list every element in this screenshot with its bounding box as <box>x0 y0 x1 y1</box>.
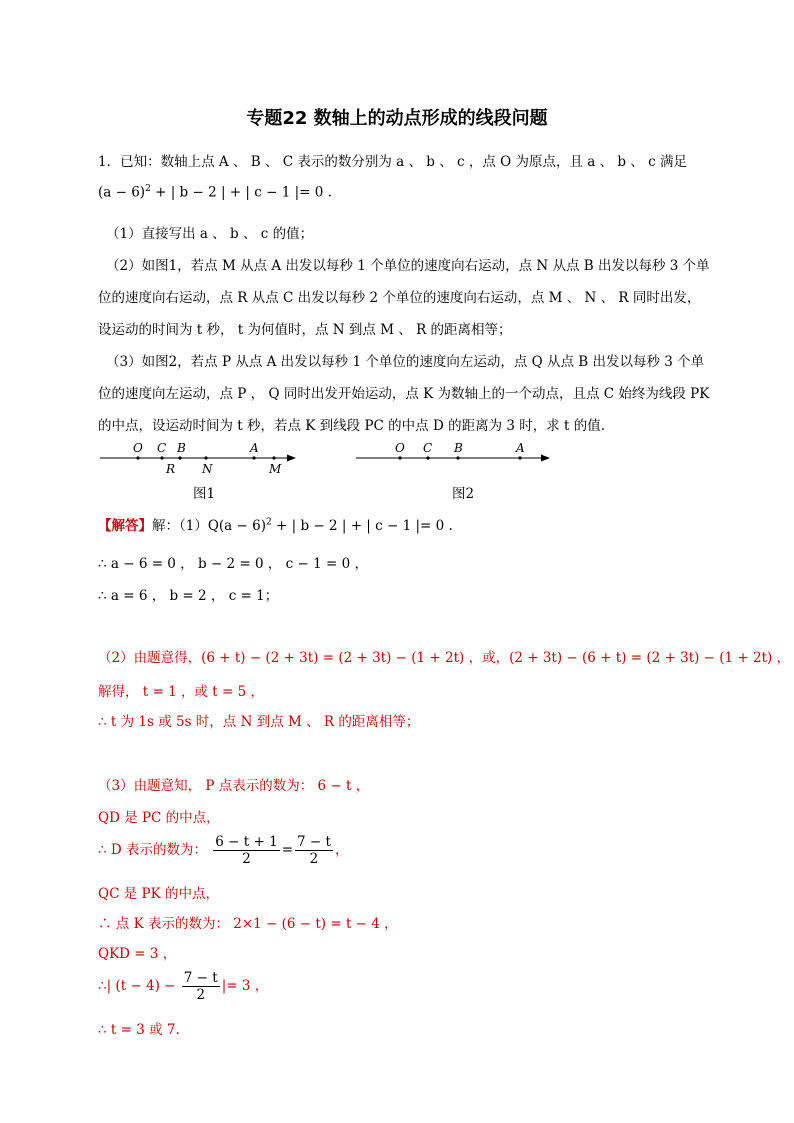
axis-arrow <box>287 455 296 462</box>
answer-line-3: ∴ a = 6 ， b = 2 ， c = 1； <box>98 588 279 604</box>
axis-arrow <box>541 455 550 462</box>
answer-2-line-1: （2）由题意得，(6 + t) − (2 + 3t) = (2 + 3t) − (1 + 2t) ，或，(2 + 3t) − (6 + t) = (2 + 3t) − (1 + 2t) ， <box>98 650 791 666</box>
fraction <box>295 834 333 867</box>
answer-label: 【解答】 <box>98 518 152 534</box>
text-part: |= 3 ， <box>221 978 269 994</box>
label-m: M <box>269 462 282 476</box>
fraction <box>213 834 279 867</box>
answer-2-line-3: ∴ t 为 1s 或 5s 时，点 N 到点 M 、 R 的距离相等； <box>98 714 420 730</box>
point-c <box>426 456 429 459</box>
fraction-numerator: 7 − t <box>183 970 218 986</box>
point-b <box>178 456 181 459</box>
result-value: 7 <box>166 1022 176 1038</box>
label-o: O <box>395 441 405 455</box>
question-3-line-2: 位的速度向左运动，点 P ， Q 同时出发开始运动，点 K 为数轴上的一个动点，且点 C 始终为线段 PK <box>98 386 710 402</box>
figure-1-caption: 图1 <box>193 486 216 502</box>
label-n: N <box>202 462 213 476</box>
problem-line-1: 1．已知：数轴上点 A 、 B 、 C 表示的数分别为 a 、 b 、 c ，点 O 为原点，且 a 、 b 、 c 满足 <box>98 154 687 170</box>
equation-part: + | b − 2 | + | c − 1 |= 0 . <box>150 184 332 201</box>
answer-3-line-3 <box>98 834 348 867</box>
figure-1-number-line <box>96 436 316 484</box>
equation-part: + | b − 2 | + | c − 1 |= 0 . <box>271 518 453 534</box>
fraction-numerator: 7 − t <box>297 834 331 850</box>
point-m <box>272 456 275 459</box>
equation-exponent: 2 <box>145 184 151 194</box>
answer-3-line-8 <box>98 1018 180 1038</box>
text-part: ∴ t = 3 或 <box>98 1022 167 1038</box>
answer-line-1 <box>98 514 453 534</box>
question-3-line-3: 的中点，设运动时间为 t 秒，若点 K 到线段 PC 的中点 D 的距离为 3 时，求 t 的值. <box>98 418 606 434</box>
figure-2-caption: 图2 <box>452 486 475 502</box>
label-r: R <box>166 462 176 476</box>
fraction-denominator: 2 <box>196 987 206 1003</box>
fraction-numerator: 6 − t + 1 <box>215 834 278 850</box>
fraction-denominator: 2 <box>309 851 319 867</box>
answer-line-2: ∴ a − 6 = 0 ， b − 2 = 0 ， c − 1 = 0 ， <box>98 556 368 572</box>
point-c <box>160 456 163 459</box>
question-1: （1）直接写出 a 、 b 、 c 的值； <box>106 226 314 242</box>
equation-part: (a − 6) <box>98 184 146 201</box>
text-part: ∴ D 表示的数为： <box>98 842 207 858</box>
question-2-line-2: 位的速度向右运动，点 R 从点 C 出发以每秒 2 个单位的速度向右运动，点 M 、 N 、 R 同时出发， <box>98 290 701 306</box>
equals-sign: = <box>281 842 294 858</box>
answer-3-line-2: QD 是 PC 的中点， <box>98 810 220 826</box>
answer-3-line-6: QKD = 3 ， <box>98 946 177 962</box>
fraction-denominator: 2 <box>242 851 251 867</box>
point-n <box>204 456 207 459</box>
answer-2-line-2: 解得， t = 1 ，或 t = 5 ， <box>98 684 264 700</box>
point-a <box>252 456 255 459</box>
text-part: ， <box>334 842 349 858</box>
label-c: C <box>423 441 433 455</box>
text-part: ∴| (t − 4) − <box>98 978 176 994</box>
answer-3-line-1: （3）由题意知， P 点表示的数为： 6 − t ， <box>98 778 370 794</box>
question-2-line-1: （2）如图1，若点 M 从点 A 出发以每秒 1 个单位的速度向右运动，点 N 从点 B 出发以每秒 3 个单 <box>106 258 710 274</box>
equation-exponent: 2 <box>265 517 272 528</box>
label-a: A <box>516 441 525 455</box>
point-a <box>518 456 521 459</box>
answer-3-line-4: QC 是 PK 的中点， <box>98 886 219 902</box>
label-o: O <box>133 441 143 455</box>
question-3-line-1: （3）如图2，若点 P 从点 A 出发以每秒 1 个单位的速度向左运动，点 Q 从点 B 出发以每秒 3 个单 <box>106 354 705 370</box>
point-o <box>136 456 139 459</box>
label-b: B <box>177 441 186 455</box>
text-part: . <box>175 1022 180 1038</box>
fraction <box>182 970 220 1003</box>
answer-3-line-5: ∴ 点 K 表示的数为： 2×1 − (6 − t) = t − 4 ， <box>98 916 398 932</box>
label-b: B <box>454 441 463 455</box>
question-2-line-3: 设运动的时间为 t 秒， t 为何值时，点 N 到点 M 、 R 的距离相等； <box>98 322 512 338</box>
point-o <box>398 456 401 459</box>
problem-line-2 <box>98 184 332 201</box>
figure-2-number-line <box>352 436 562 484</box>
answer-3-line-7 <box>98 970 268 1003</box>
point-b <box>456 456 459 459</box>
label-c: C <box>157 441 167 455</box>
equation-part: 解：（1）Q(a − 6) <box>152 518 266 534</box>
label-a: A <box>250 441 259 455</box>
page-title: 专题22 数轴上的动点形成的线段问题 <box>246 108 548 129</box>
